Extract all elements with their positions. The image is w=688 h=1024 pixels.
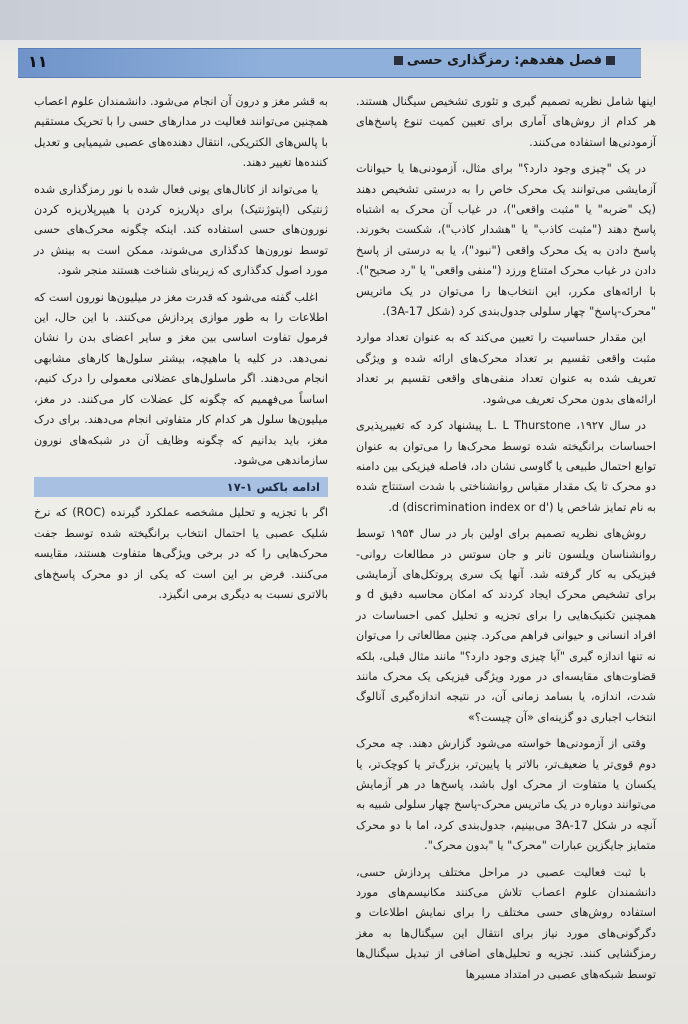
paragraph: در سال ۱۹۲۷، L. L Thurstone پیشنهاد کرد که تغییرپذیری احساسات برانگیخته شده توسط محرک‌ها را می‌توان به عنوان توابع احتمال طبیعی یا گاوسی نشان داد، فاصله فیزیکی بین دامنه دو محرک تا یک مقدار مقیاس روانشناختی با شدت استنتاج شده به نام تمایز شاخص یا d (discrimination index or d').	[356, 419, 656, 514]
paragraph: با ثبت فعالیت عصبی در مراحل مختلف پردازش حسی، دانشمندان علوم اعصاب تلاش می‌کنند مکانیسم‌های مورد استفاده روش‌های حسی مختلف را برای نمایش اطلاعات و دگرگونی‌های مورد نیاز برای انتقال این سیگنال‌ها به مغز رمزگشایی کنند. تجزیه و تحلیل‌های اضافی از تبدیل سیگنال‌ها توسط شبکه‌های عصبی در امتداد مسیرها	[356, 865, 656, 981]
left-column	[34, 92, 328, 611]
paragraph: اغلب گفته می‌شود که قدرت مغز در میلیون‌ها نورون است که اطلاعات را به طور موازی پردازش می‌کنند. با این حال، این فرمول تفاوت اساسی بین مغز و سایر اعضای بدن را نشان نمی‌دهد. در کلیه یا ماهیچه، بیشتر سلول‌ها کارهای مشابهی انجام می‌دهند. اگر ماسلول‌های عضلانی معمولی را درک کنیم، اساساً می‌فهمیم که چگونه کل عضلات کار می‌کنند. در مغز، میلیون‌ها سلول هر کدام کار متفاوتی انجام می‌دهند. برای درک مغز، باید بدانیم که چگونه وظایف آن در شبکه‌های نورون سازماندهی می‌شود.	[34, 290, 328, 467]
chapter-title: فصل هفدهم: رمزگذاری حسی	[406, 53, 602, 68]
chapter-header	[18, 48, 641, 78]
paragraph: روش‌های نظریه تصمیم برای اولین بار در سال ۱۹۵۴ توسط روانشناسان ویلسون تانر و جان سوتس در مطالعات روانی-فیزیکی به کار گرفته شد. آنها یک سری پروتکل‌های آزمایشی برای تشخیص محرک ایجاد کردند که امکان محاسبه دقیق d و همچنین تکنیک‌هایی را برای تجزیه و تحلیل کمی احساسات در افراد انسانی و حیوانی فراهم می‌کرد. چنین مطالعاتی را می‌توان نه تنها اندازه گیری "آیا چیزی وجود دارد؟" مانند مثال قبلی، بلکه قضاوت‌های مقایسه‌ای در مورد ویژگی فیزیکی یک محرک مانند شدت، اندازه، یا بسامد زمانی آن، در نتیجه اندازه‌گیری آنالوگ انتخاب اجباری دو گزینه‌ای «آن چیست؟»	[356, 527, 656, 724]
paragraph: به قشر مغز و درون آن انجام می‌شود. دانشمندان علوم اعصاب همچنین می‌توانند فعالیت در مدارهای حسی را با تحریک مستقیم با پالس‌های الکتریکی، انتقال دهنده‌های عصبی شیمیایی و تعدیل کننده‌ها تغییر دهند.	[33, 95, 328, 170]
paragraph: یا می‌تواند از کانال‌های یونی فعال شده با نور رمزگذاری شده ژنتیکی (اپتوژنتیک) برای دپلاریزه کردن یا هیپرپلاریزه کردن نورون‌های حسی استفاده کند. اینکه چگونه محرک‌های حسی توسط نورون‌ها کدگذاری می‌شوند، ممکن است به بینش در مورد اصول کدگذاری که زیربنای شناخت هستند منجر شود.	[34, 182, 328, 278]
square-bullet-icon	[394, 56, 403, 65]
box-header: ادامه باکس ۱-۱۷	[34, 477, 328, 497]
box-paragraph: اگر با تجزیه و تحلیل مشخصه عملکرد گیرنده (ROC) که نرخ شلیک عصبی یا احتمال انتخاب برانگیخته شده توسط جفت محرک‌هایی را که در برخی ویژگی‌ها متفاوت هستند، مقایسه می‌کنند. فرض بر این است که یکی از دو محرک پاسخ‌های بالاتری نسبت به دیگری برمی انگیزد.	[34, 506, 328, 601]
square-bullet-icon	[606, 56, 615, 65]
top-background-strip	[0, 0, 688, 40]
right-column	[356, 92, 656, 991]
paragraph: در یک "چیزی وجود دارد؟" برای مثال، آزمودنی‌ها یا حیوانات آزمایشی می‌توانند یک محرک خاص را به درستی تشخیص دهند (یک "ضربه" یا "مثبت واقعی")، در غیاب آن محرک به اشتباه پاسخ دهند ("مثبت کاذب" یا "هشدار کاذب")، شکست بخورند. پاسخ دادن به یک محرک واقعی ("نبود")، یا به درستی از پاسخ دادن در غیاب محرک امتناع ورزد ("منفی واقعی" یا "رد صحیح"). با ارائه‌های مکرر، این انتخاب‌ها را می‌توان در یک ماتریس "محرک-پاسخ" چهار سلولی جدول‌بندی کرد (شکل 3A-17).	[356, 162, 656, 319]
paragraph: اینها شامل نظریه تصمیم گیری و تئوری تشخیص سیگنال هستند. هر کدام از روش‌های آماری برای تعیین کمیت تنوع پاسخ‌های آزمودنی‌ها استفاده می‌کنند.	[356, 95, 656, 149]
paragraph: این مقدار حساسیت را تعیین می‌کند که به عنوان تعداد موارد مثبت واقعی تقسیم بر تعداد محرک‌های ارائه شده و ویژگی تعریف شده به عنوان تعداد منفی‌های واقعی تقسیم بر تعداد ارائه‌های بدون محرک تعریف می‌شود.	[356, 331, 656, 406]
paragraph: وقتی از آزمودنی‌ها خواسته می‌شود گزارش دهند. چه محرک دوم قوی‌تر یا ضعیف‌تر، بالاتر یا پایین‌تر، بزرگ‌تر یا کوچک‌تر، یا یکسان یا متفاوت از محرک اول باشد، پاسخ‌ها در هر آزمایش می‌توانند دوباره در یک ماتریس محرک-پاسخ چهار سلولی شبیه به آنچه در شکل 17-3A می‌بینیم، جدول‌بندی کرد، اما با دو محرک متمایز جایگزین عبارات "محرک" یا "بدون محرک".	[356, 737, 656, 853]
page-number: ۱۱	[28, 52, 48, 71]
chapter-title-group	[390, 53, 619, 68]
